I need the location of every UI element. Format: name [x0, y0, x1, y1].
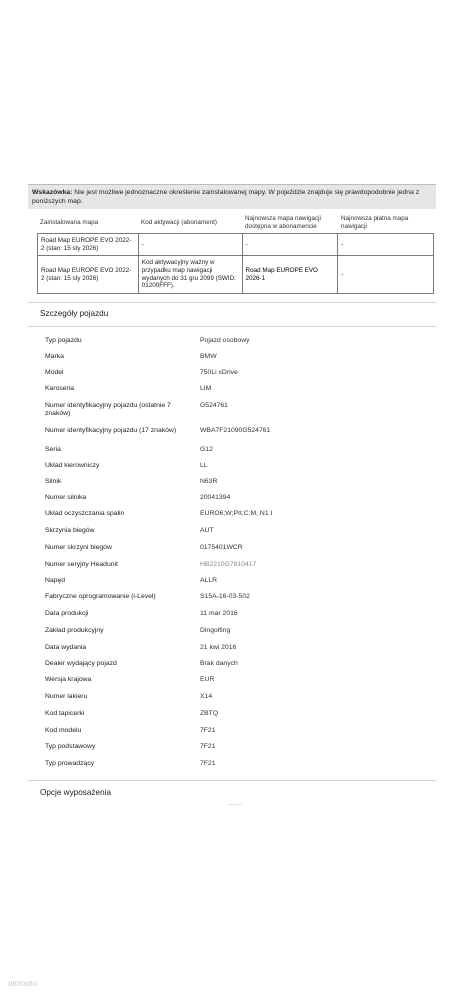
detail-value: 7F21 [200, 727, 216, 734]
detail-value: 0175401WCR [200, 544, 243, 551]
detail-value: S15A-16-03-502 [200, 593, 250, 600]
vehicle-details-panel [31, 330, 438, 774]
detail-value: N63R [200, 478, 218, 485]
equipment-options-title[interactable]: Opcje wyposażenia [40, 788, 111, 797]
detail-value: Pojazd osobowy [200, 337, 250, 344]
detail-value: Dingolfing [200, 627, 231, 634]
detail-label: Silnik [45, 478, 62, 485]
detail-label: Numer silnika [45, 494, 87, 501]
detail-value: ALLR [200, 577, 218, 584]
detail-value: WBA7F21090G524761 [200, 427, 271, 434]
detail-label: Data produkcji [45, 610, 89, 617]
table-cell: Road Map EUROPE EVO 2026-1 [242, 256, 338, 294]
detail-value: 21 kwi 2016 [200, 644, 237, 651]
map-table-header [37, 213, 433, 233]
header-installed-map: Zainstalowana mapa [40, 219, 99, 226]
detail-value: EURO6;W;PII;C;M, N1 I [200, 510, 273, 517]
section-divider [28, 302, 436, 303]
detail-label: Fabryczne oprogramowanie (i-Level) [45, 593, 156, 600]
detail-label: Typ pojazdu [45, 337, 82, 344]
table-cell: - [242, 234, 338, 256]
detail-value: 11 mar 2016 [200, 610, 238, 617]
detail-value: 20041394 [200, 494, 231, 501]
detail-value: HB2210G7810417 [200, 561, 257, 568]
header-latest-paid-map: Najnowsza płatna mapa nawigacji [341, 215, 409, 230]
detail-label: Układ oczyszczania spalin [45, 510, 125, 517]
map-notice [28, 184, 436, 209]
table-cell: - [338, 234, 434, 256]
map-table [37, 233, 434, 294]
watermark: otomoto [8, 979, 37, 988]
detail-label: Skrzynia biegów [45, 527, 95, 534]
detail-label: Model [45, 369, 64, 376]
detail-value: LIM [200, 385, 212, 392]
notice-text: Nie jest możliwe jednoznaczne określenie zainstalowanej mapy. W pojeździe znajduje się prawdopodobnie jedna z poniższych map. [32, 189, 420, 205]
header-activation-code: Kod aktywacji (abonament) [141, 219, 217, 226]
detail-value: ZBTQ [200, 710, 219, 717]
detail-label: Numer skrzyni biegów [45, 544, 112, 551]
table-cell: - [338, 256, 434, 294]
detail-label: Zakład produkcyjny [45, 627, 104, 634]
detail-label: Data wydania [45, 644, 87, 651]
detail-label: Typ podstawowy [45, 743, 96, 750]
detail-value: Brak danych [200, 660, 238, 667]
detail-label: Kod modelu [45, 727, 82, 734]
table-row [38, 256, 434, 294]
section-divider [28, 780, 436, 781]
table-cell: - [138, 234, 242, 256]
detail-label: Numer seryjny Headunit [45, 561, 118, 568]
detail-value: G12 [200, 446, 213, 453]
detail-label: Marka [45, 353, 64, 360]
section-divider [28, 326, 436, 327]
detail-label: Numer identyfikacyjny pojazdu (ostatnie 7 znaków) [45, 402, 171, 417]
detail-value: G524761 [200, 402, 228, 409]
detail-value: 750Li xDrive [200, 369, 238, 376]
detail-label: Kod tapicerki [45, 710, 85, 717]
table-cell: Road Map EUROPE EVO 2022-2 (stan: 15 sty 2026) [38, 256, 139, 294]
detail-label: Dealer wydający pojazd [45, 660, 117, 667]
vehicle-details-title: Szczegóły pojazdu [40, 309, 109, 318]
detail-label: Napęd [45, 577, 66, 584]
detail-value: 7F21 [200, 743, 216, 750]
detail-value: X14 [200, 693, 213, 700]
detail-label: Numer identyfikacyjny pojazdu (17 znaków) [45, 427, 177, 434]
section-divider [228, 804, 242, 805]
detail-label: Układ kierowniczy [45, 462, 100, 469]
detail-label: Seria [45, 446, 61, 453]
detail-value: 7F21 [200, 760, 216, 767]
table-cell: Kod aktywacyjny ważny w przypadku map nawigacji wydanych do 31 gru 2099 (SWID: 01200FFF). [138, 256, 242, 294]
detail-value: EUR [200, 676, 215, 683]
notice-label: Wskazówka: [32, 189, 73, 196]
detail-label: Typ prowadzący [45, 760, 95, 767]
detail-value: LL [200, 462, 208, 469]
detail-label: Numer lakieru [45, 693, 88, 700]
detail-label: Karoseria [45, 385, 75, 392]
detail-label: Wersja krajowa [45, 676, 92, 683]
detail-value: AUT [200, 527, 214, 534]
header-latest-subscription-map: Najnowsza mapa nawigacji dostępna w abonamencie [245, 215, 321, 230]
table-row [38, 234, 434, 256]
table-cell: Road Map EUROPE EVO 2022-2 (stan: 15 sty 2026) [38, 234, 139, 256]
detail-value: BMW [200, 353, 217, 360]
